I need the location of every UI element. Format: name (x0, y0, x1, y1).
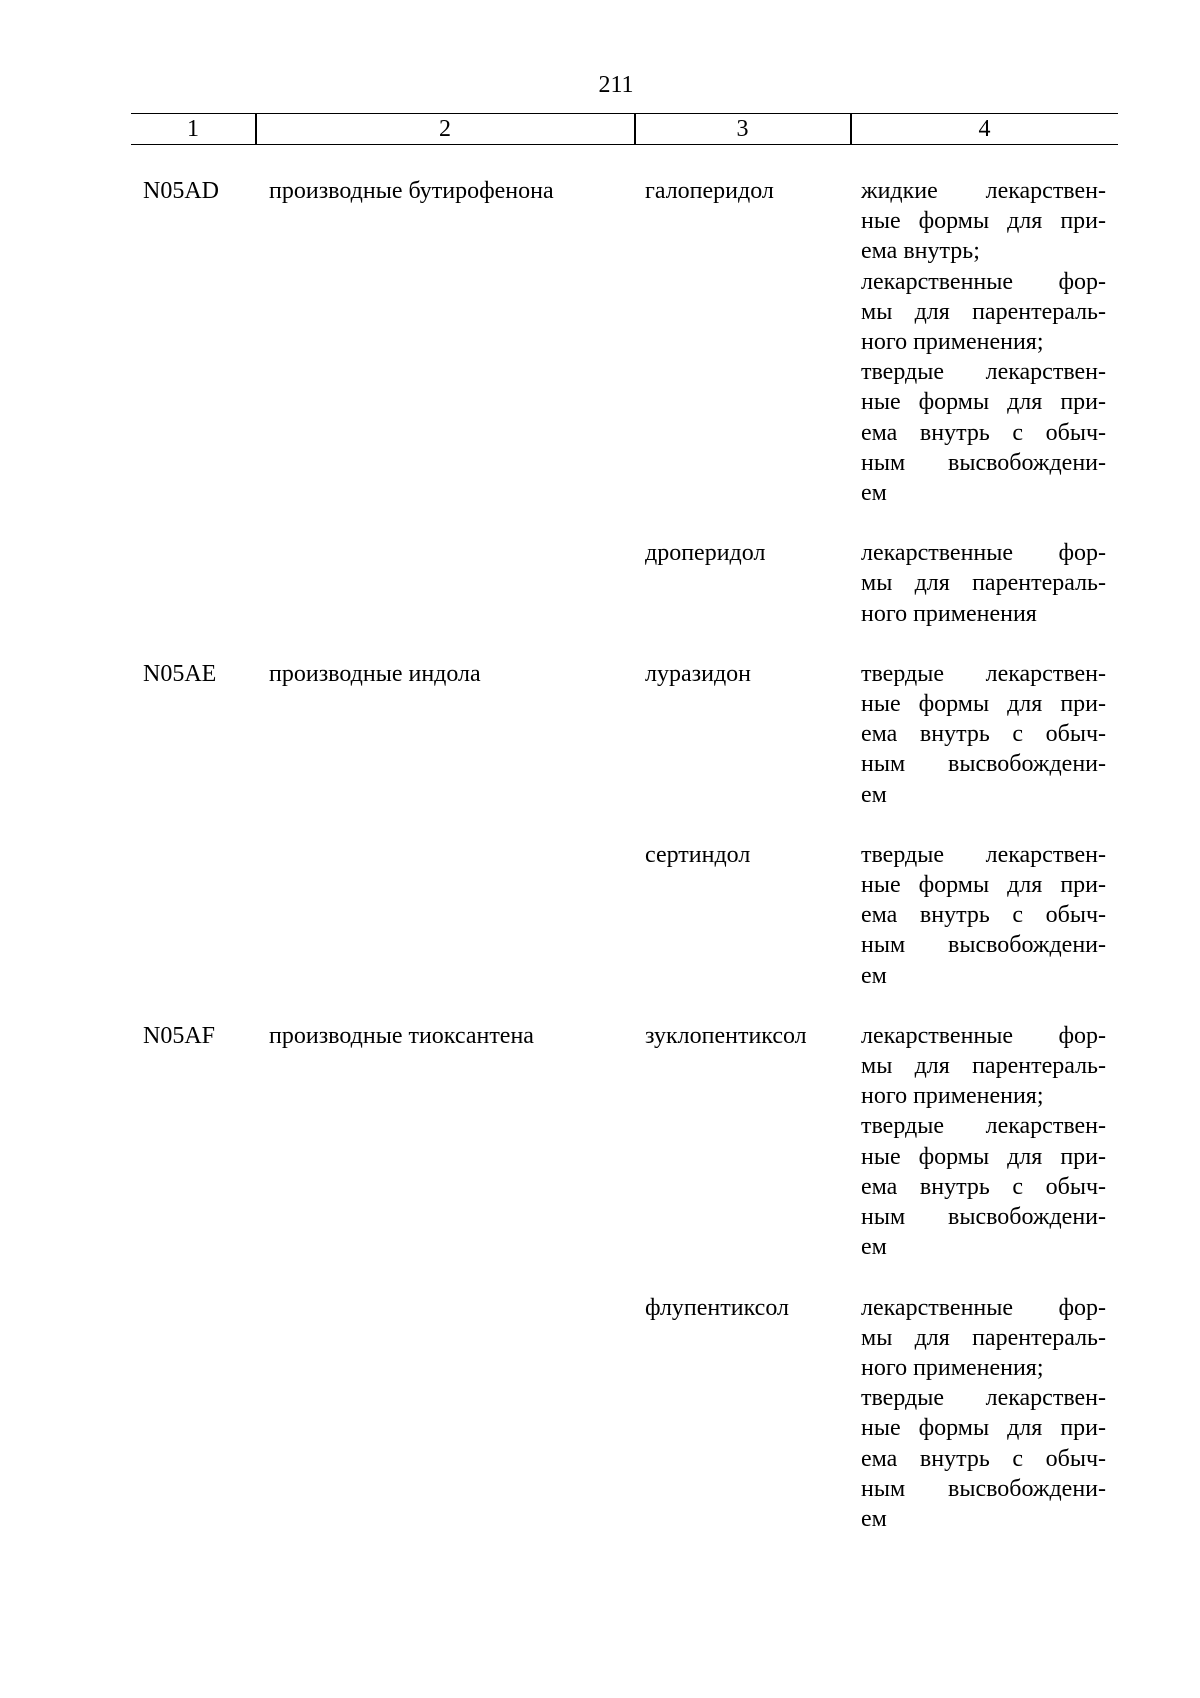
dosage-form-line: ным высвобождени- (861, 449, 1106, 476)
dosage-form-line: лекарственные фор- (861, 1022, 1106, 1049)
header-col-3: 3 (736, 116, 749, 142)
drug-name: галоперидол (645, 178, 774, 204)
table-header (131, 113, 1118, 145)
atc-code: N05AE (143, 660, 217, 687)
dosage-form-line: ные формы для при- (861, 208, 1106, 235)
dosage-form-line: ным высвобождени- (861, 1475, 1106, 1502)
header-col-4: 4 (978, 116, 991, 142)
dosage-forms (861, 1021, 1106, 1263)
dosage-form-line: ема внутрь с обыч- (861, 419, 1106, 446)
dosage-form-line: ным высвобождени- (861, 932, 1106, 959)
dosage-form-line: твердые лекарствен- (861, 359, 1106, 386)
table-row (0, 1021, 1200, 1263)
dosage-form-line: ема внутрь с обыч- (861, 721, 1106, 748)
group-name: производные тиоксантена (269, 1022, 534, 1049)
dosage-form-line: мы для парентераль- (861, 1053, 1106, 1080)
table-row (0, 538, 1200, 629)
dosage-forms (861, 176, 1106, 508)
table-body (0, 176, 1200, 1534)
dosage-form-line: лекарственные фор- (861, 540, 1106, 567)
dosage-form-line: жидкие лекарствен- (861, 178, 1106, 204)
dosage-form-line: ного применения; (861, 1354, 1044, 1381)
dosage-form-line: ного применения (861, 600, 1037, 627)
dosage-form-line: ные формы для при- (861, 691, 1106, 718)
dosage-form-line: лекарственные фор- (861, 1294, 1106, 1321)
dosage-form-line: ем (861, 480, 887, 507)
dosage-form-line: ным высвобождени- (861, 751, 1106, 778)
dosage-forms (861, 659, 1106, 810)
header-col-2: 2 (439, 116, 451, 142)
dosage-form-line: ем (861, 962, 887, 989)
drug-name: луразидон (645, 660, 752, 687)
dosage-form-line: твердые лекарствен- (861, 841, 1106, 868)
dosage-form-line: ема внутрь с обыч- (861, 902, 1106, 929)
dosage-form-line: ные формы для при- (861, 389, 1106, 416)
table-row (0, 840, 1200, 991)
dosage-form-line: твердые лекарствен- (861, 660, 1106, 687)
dosage-form-line: твердые лекарствен- (861, 1113, 1106, 1140)
dosage-form-line: ема внутрь; (861, 238, 980, 265)
dosage-form-line: твердые лекарствен- (861, 1385, 1106, 1412)
atc-code: N05AD (143, 178, 219, 204)
dosage-form-line: ема внутрь с обыч- (861, 1445, 1106, 1472)
dosage-forms (861, 538, 1106, 629)
dosage-form-line: ного применения; (861, 329, 1044, 356)
header-col-1: 1 (187, 116, 199, 142)
dosage-form-line: мы для парентераль- (861, 298, 1106, 325)
atc-code: N05AF (143, 1022, 216, 1049)
dosage-form-line: ем (861, 781, 887, 808)
drug-name: сертиндол (645, 841, 751, 868)
dosage-form-line: ем (861, 1234, 887, 1261)
table-row (0, 659, 1200, 810)
page-number: 211 (598, 72, 634, 98)
dosage-form-line: лекарственные фор- (861, 268, 1106, 295)
dosage-form-line: ные формы для при- (861, 872, 1106, 899)
dosage-form-line: мы для парентераль- (861, 1324, 1106, 1351)
drug-name: дроперидол (645, 540, 766, 567)
drug-name: флупентиксол (645, 1294, 789, 1321)
group-name: производные бутирофенона (269, 178, 554, 204)
dosage-form-line: ем (861, 1505, 887, 1532)
dosage-form-line: ные формы для при- (861, 1415, 1106, 1442)
dosage-form-line: ного применения; (861, 1083, 1044, 1110)
table-row (0, 176, 1200, 508)
dosage-form-line: ема внутрь с обыч- (861, 1173, 1106, 1200)
group-name: производные индола (269, 660, 481, 687)
dosage-form-line: мы для парентераль- (861, 570, 1106, 597)
drug-name: зуклопентиксол (645, 1022, 807, 1049)
dosage-forms (861, 840, 1106, 991)
dosage-form-line: ные формы для при- (861, 1143, 1106, 1170)
dosage-forms (861, 1293, 1106, 1535)
table-row (0, 1293, 1200, 1535)
dosage-form-line: ным высвобождени- (861, 1204, 1106, 1231)
